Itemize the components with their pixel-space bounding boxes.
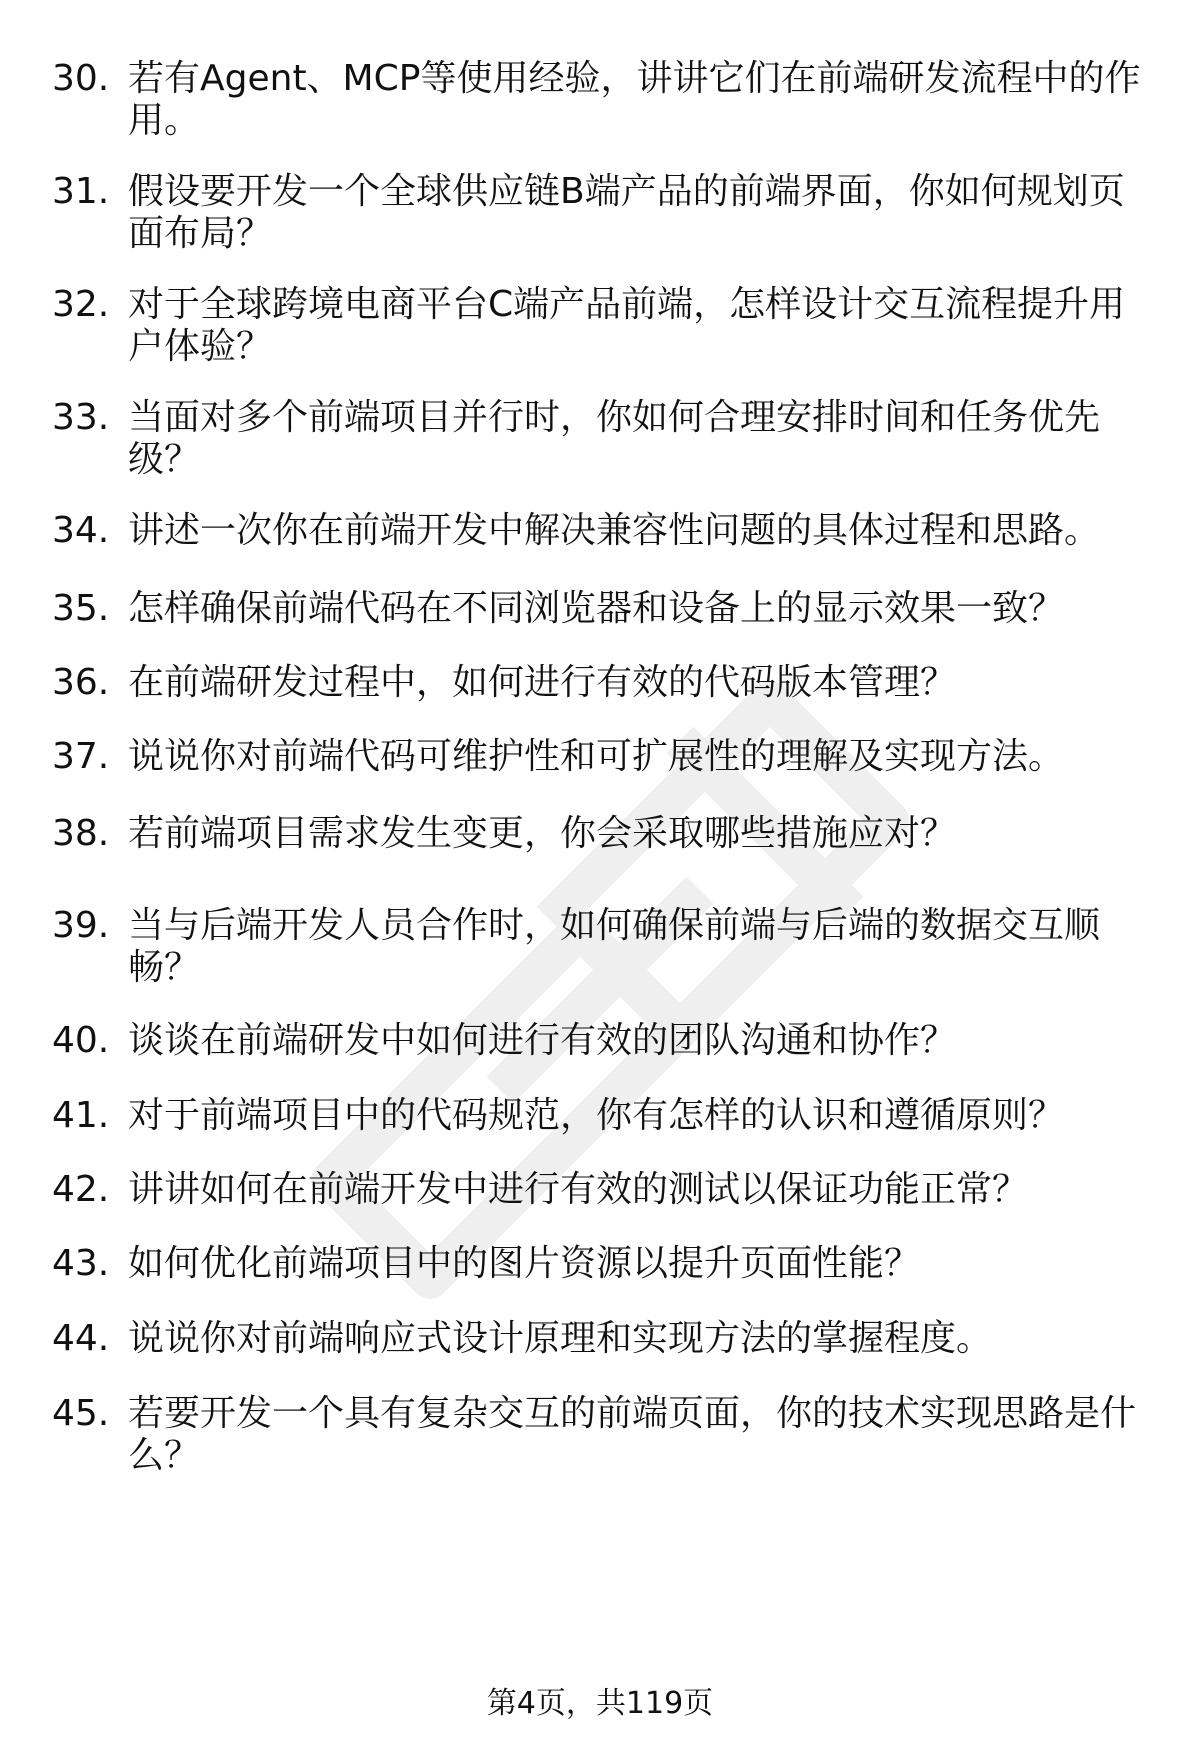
question-number: 39. xyxy=(52,905,110,946)
question-item xyxy=(52,1020,1157,1062)
question-item xyxy=(52,58,1157,142)
question-number: 37. xyxy=(52,736,110,777)
question-number: 44. xyxy=(52,1318,110,1359)
question-item xyxy=(52,905,1157,989)
question-number: 34. xyxy=(52,510,110,551)
question-item xyxy=(52,284,1157,368)
question-text: 当面对多个前端项目并行时，你如何合理安排时间和任务优先级？ xyxy=(128,397,1101,480)
question-number: 35. xyxy=(52,588,110,629)
question-number: 43. xyxy=(52,1243,110,1284)
question-item xyxy=(52,662,1157,704)
question-item xyxy=(52,736,1157,778)
question-item xyxy=(52,1393,1157,1477)
question-text: 如何优化前端项目中的图片资源以提升页面性能？ xyxy=(128,1243,921,1284)
question-number: 42. xyxy=(52,1169,110,1210)
question-text: 谈谈在前端研发中如何进行有效的团队沟通和协作？ xyxy=(128,1020,957,1061)
question-item xyxy=(52,588,1157,630)
question-text: 对于前端项目中的代码规范，你有怎样的认识和遵循原则？ xyxy=(128,1095,1065,1136)
question-item xyxy=(52,1095,1157,1137)
question-number: 41. xyxy=(52,1095,110,1136)
question-text: 讲述一次你在前端开发中解决兼容性问题的具体过程和思路。 xyxy=(128,510,1101,551)
question-text: 当与后端开发人员合作时，如何确保前端与后端的数据交互顺畅？ xyxy=(128,905,1101,988)
question-number: 38. xyxy=(52,813,110,854)
question-text: 若前端项目需求发生变更，你会采取哪些措施应对？ xyxy=(128,813,957,854)
question-number: 30. xyxy=(52,58,110,99)
question-item xyxy=(52,813,1157,855)
question-item xyxy=(52,510,1157,552)
question-text: 假设要开发一个全球供应链B端产品的前端界面，你如何规划页面布局？ xyxy=(128,171,1125,254)
question-number: 40. xyxy=(52,1020,110,1061)
question-text: 对于全球跨境电商平台C端产品前端，怎样设计交互流程提升用户体验？ xyxy=(128,284,1126,367)
question-text: 讲讲如何在前端开发中进行有效的测试以保证功能正常？ xyxy=(128,1169,1029,1210)
question-text: 若要开发一个具有复杂交互的前端页面，你的技术实现思路是什么？ xyxy=(128,1393,1137,1476)
question-text: 若有Agent、MCP等使用经验，讲讲它们在前端研发流程中的作用。 xyxy=(128,58,1141,141)
question-item xyxy=(52,397,1157,481)
question-number: 45. xyxy=(52,1393,110,1434)
question-number: 32. xyxy=(52,284,110,325)
question-item xyxy=(52,171,1157,255)
page-footer: 第4页，共119页 xyxy=(486,1686,714,1721)
question-item xyxy=(52,1243,1157,1285)
question-number: 31. xyxy=(52,171,110,212)
question-number: 33. xyxy=(52,397,110,438)
question-text: 说说你对前端代码可维护性和可扩展性的理解及实现方法。 xyxy=(128,736,1065,777)
question-text: 说说你对前端响应式设计原理和实现方法的掌握程度。 xyxy=(128,1318,993,1359)
question-text: 在前端研发过程中，如何进行有效的代码版本管理？ xyxy=(128,662,957,703)
question-item xyxy=(52,1169,1157,1211)
question-number: 36. xyxy=(52,662,110,703)
question-text: 怎样确保前端代码在不同浏览器和设备上的显示效果一致？ xyxy=(128,588,1065,629)
question-item xyxy=(52,1318,1157,1360)
